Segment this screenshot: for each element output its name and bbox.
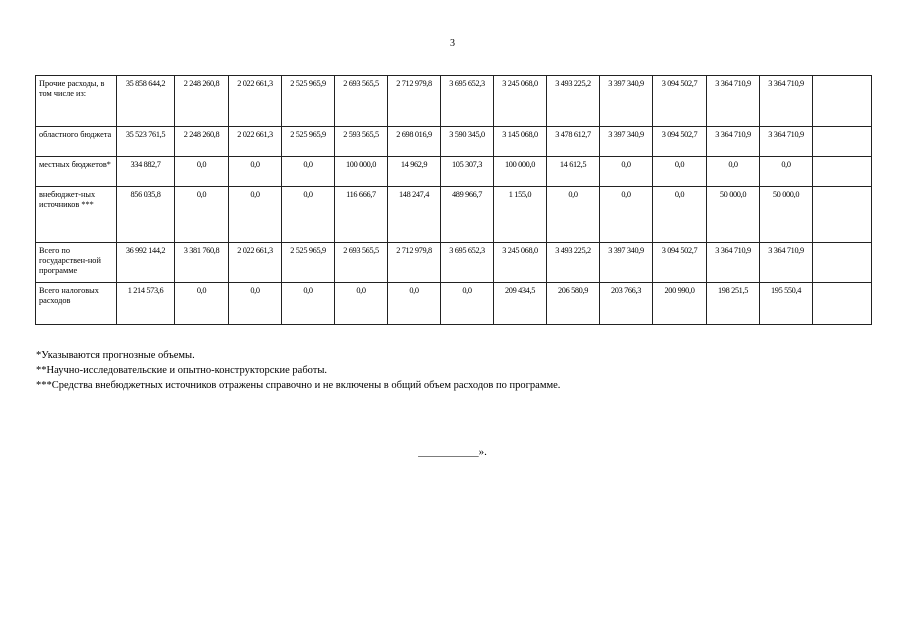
table-cell: 3 397 340,9 <box>600 127 653 157</box>
table-cell <box>813 157 872 187</box>
table-cell: 3 364 710,9 <box>707 243 760 283</box>
table-cell <box>813 283 872 325</box>
row-label: внебюджет-ных источников *** <box>36 187 117 243</box>
table-cell <box>813 187 872 243</box>
table-body <box>36 76 872 325</box>
table-cell: 50 000,0 <box>707 187 760 243</box>
table-cell: 2 698 016,9 <box>388 127 441 157</box>
table-cell: 3 478 612,7 <box>547 127 600 157</box>
table-cell: 0,0 <box>600 157 653 187</box>
table-row <box>36 127 872 157</box>
table-cell: 2 022 661,3 <box>229 127 282 157</box>
table-cell: 3 094 502,7 <box>653 127 707 157</box>
row-label: местных бюджетов* <box>36 157 117 187</box>
table-cell: 0,0 <box>653 157 707 187</box>
footnotes <box>36 348 560 393</box>
table-cell: 105 307,3 <box>441 157 494 187</box>
table-cell: 3 397 340,9 <box>600 243 653 283</box>
table-cell: 100 000,0 <box>494 157 547 187</box>
table-cell: 2 693 565,5 <box>335 76 388 127</box>
table-cell: 100 000,0 <box>335 157 388 187</box>
table-cell: 2 712 979,8 <box>388 76 441 127</box>
table-cell: 489 966,7 <box>441 187 494 243</box>
table-cell: 2 525 965,9 <box>282 76 335 127</box>
table-cell: 1 155,0 <box>494 187 547 243</box>
table-cell <box>813 127 872 157</box>
table-cell: 206 580,9 <box>547 283 600 325</box>
table-cell: 2 248 260,8 <box>175 127 229 157</box>
table-cell: 0,0 <box>282 157 335 187</box>
table-cell: 0,0 <box>600 187 653 243</box>
table-cell: 35 523 761,5 <box>117 127 175 157</box>
table-cell: 0,0 <box>441 283 494 325</box>
table-cell: 195 550,4 <box>760 283 813 325</box>
table-cell: 3 364 710,9 <box>760 127 813 157</box>
table-cell: 2 022 661,3 <box>229 243 282 283</box>
table-cell: 0,0 <box>653 187 707 243</box>
page-number: 3 <box>450 38 455 49</box>
table-cell: 2 022 661,3 <box>229 76 282 127</box>
table-row <box>36 157 872 187</box>
table-cell: 2 525 965,9 <box>282 243 335 283</box>
table-cell: 0,0 <box>547 187 600 243</box>
table-cell: 3 493 225,2 <box>547 243 600 283</box>
table-cell: 0,0 <box>229 157 282 187</box>
table-cell: 209 434,5 <box>494 283 547 325</box>
table-cell: 3 245 068,0 <box>494 243 547 283</box>
table-cell: 0,0 <box>707 157 760 187</box>
footnote-rnd: **Научно-исследовательские и опытно-конструкторские работы. <box>36 365 328 376</box>
table-cell: 856 035,8 <box>117 187 175 243</box>
table-cell: 3 364 710,9 <box>707 127 760 157</box>
table-cell: 0,0 <box>282 187 335 243</box>
table-cell: 2 712 979,8 <box>388 243 441 283</box>
table-cell: 2 525 965,9 <box>282 127 335 157</box>
closing-line: ___________». <box>418 446 487 458</box>
table-cell: 3 245 068,0 <box>494 76 547 127</box>
table-cell: 3 145 068,0 <box>494 127 547 157</box>
table-cell: 14 612,5 <box>547 157 600 187</box>
table-cell <box>813 76 872 127</box>
table-cell: 3 364 710,9 <box>760 76 813 127</box>
table-row <box>36 76 872 127</box>
table-cell: 2 593 565,5 <box>335 127 388 157</box>
budget-table <box>35 75 872 325</box>
table-cell: 14 962,9 <box>388 157 441 187</box>
table-cell: 50 000,0 <box>760 187 813 243</box>
footnote-forecast: *Указываются прогнозные объемы. <box>36 350 195 361</box>
table-row <box>36 243 872 283</box>
table-cell: 0,0 <box>175 187 229 243</box>
row-label: Всего по государствен-ной программе <box>36 243 117 283</box>
table-cell: 3 695 652,3 <box>441 243 494 283</box>
row-label: Всего налоговых расходов <box>36 283 117 325</box>
table-cell: 3 381 760,8 <box>175 243 229 283</box>
row-label: областного бюджета <box>36 127 117 157</box>
table-cell: 3 094 502,7 <box>653 76 707 127</box>
table-cell: 0,0 <box>175 157 229 187</box>
table-cell: 200 990,0 <box>653 283 707 325</box>
table-cell: 0,0 <box>760 157 813 187</box>
table-cell: 36 992 144,2 <box>117 243 175 283</box>
table-cell: 1 214 573,6 <box>117 283 175 325</box>
table-cell: 0,0 <box>335 283 388 325</box>
table-cell: 0,0 <box>388 283 441 325</box>
table-cell: 3 493 225,2 <box>547 76 600 127</box>
table-cell: 2 693 565,5 <box>335 243 388 283</box>
table-row <box>36 187 872 243</box>
table-cell <box>813 243 872 283</box>
table-cell: 0,0 <box>175 283 229 325</box>
table-cell: 3 695 652,3 <box>441 76 494 127</box>
table-row <box>36 283 872 325</box>
table-cell: 0,0 <box>229 187 282 243</box>
table-cell: 2 248 260,8 <box>175 76 229 127</box>
table-cell: 3 364 710,9 <box>707 76 760 127</box>
footnote-offbudget: ***Средства внебюджетных источников отражены справочно и не включены в общий объем расходов по программе. <box>36 380 561 391</box>
table-cell: 198 251,5 <box>707 283 760 325</box>
table-cell: 3 397 340,9 <box>600 76 653 127</box>
table-cell: 203 766,3 <box>600 283 653 325</box>
table-cell: 35 858 644,2 <box>117 76 175 127</box>
table-cell: 3 590 345,0 <box>441 127 494 157</box>
table-cell: 3 364 710,9 <box>760 243 813 283</box>
table-cell: 3 094 502,7 <box>653 243 707 283</box>
table-cell: 0,0 <box>229 283 282 325</box>
table-cell: 116 666,7 <box>335 187 388 243</box>
table-cell: 148 247,4 <box>388 187 441 243</box>
table-cell: 334 882,7 <box>117 157 175 187</box>
row-label: Прочие расходы, в том числе из: <box>36 76 117 127</box>
table-cell: 0,0 <box>282 283 335 325</box>
